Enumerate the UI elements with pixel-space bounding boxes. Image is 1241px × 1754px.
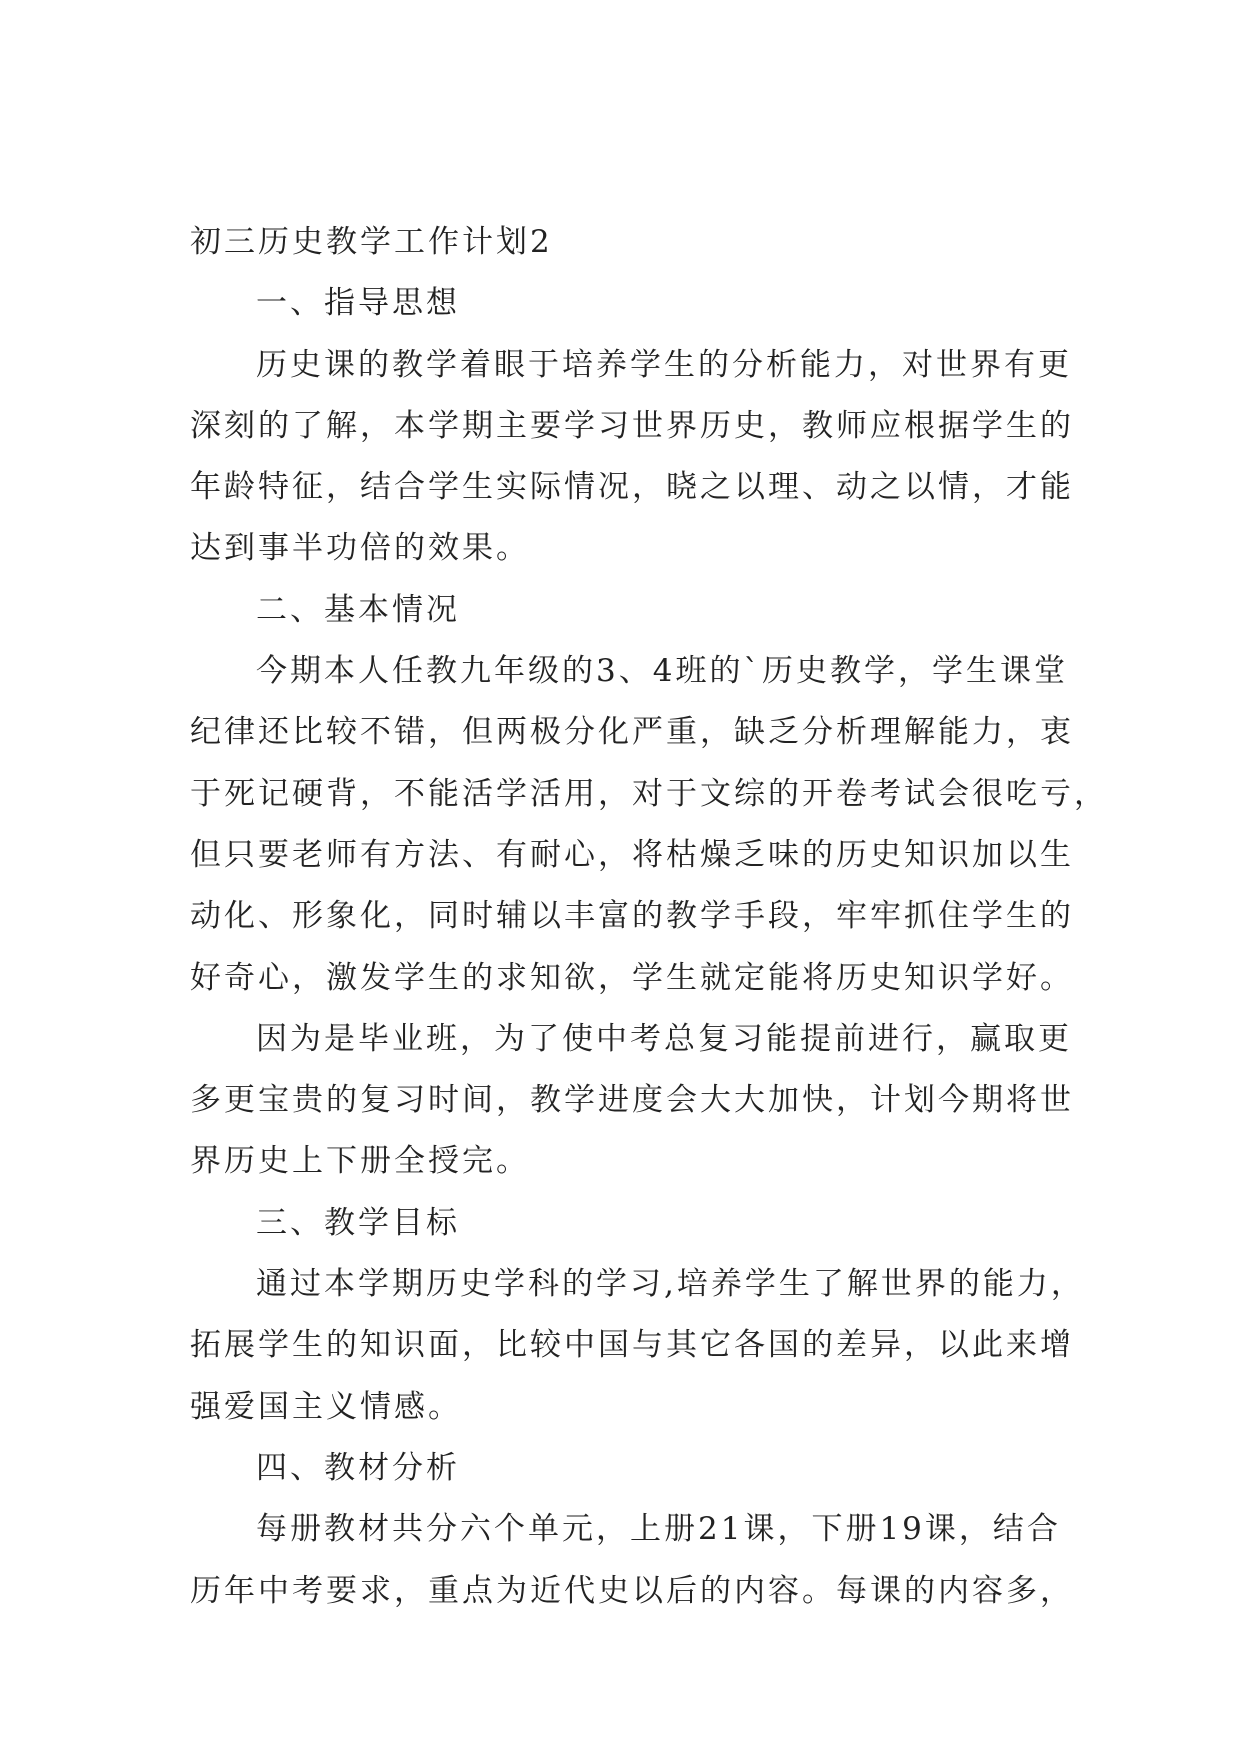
section-heading-textbook-analysis: 四、教材分析 xyxy=(256,1449,460,1486)
section-heading-guiding-ideology: 一、指导思想 xyxy=(256,285,460,322)
paragraph-line: 通过本学期历史学科的学习,培养学生了解世界的能力， xyxy=(256,1266,1085,1303)
paragraph-line: 因为是毕业班，为了使中考总复习能提前进行，赢取更 xyxy=(256,1020,1072,1057)
paragraph-line: 但只要老师有方法、有耐心，将枯燥乏味的历史知识加以生 xyxy=(190,836,1074,873)
document-body xyxy=(190,222,1108,1632)
section-heading-teaching-goals: 三、教学目标 xyxy=(256,1204,460,1241)
paragraph-line: 今期本人任教九年级的3、4班的`历史教学，学生课堂 xyxy=(256,653,1068,690)
paragraph-line: 纪律还比较不错，但两极分化严重，缺乏分析理解能力，衷 xyxy=(190,714,1074,751)
paragraph-line: 深刻的了解，本学期主要学习世界历史，教师应根据学生的 xyxy=(190,407,1074,444)
paragraph-line: 动化、形象化，同时辅以丰富的教学手段，牢牢抓住学生的 xyxy=(190,898,1074,935)
paragraph-line: 于死记硬背，不能活学活用，对于文综的开卷考试会很吃亏， xyxy=(190,775,1108,812)
paragraph-line: 历年中考要求，重点为近代史以后的内容。每课的内容多， xyxy=(190,1572,1074,1609)
document-title: 初三历史教学工作计划2 xyxy=(190,224,553,260)
paragraph-line: 强爱国主义情感。 xyxy=(190,1388,462,1425)
paragraph-line: 历史课的教学着眼于培养学生的分析能力，对世界有更 xyxy=(256,346,1072,383)
paragraph-line: 每册教材共分六个单元，上册21课，下册19课，结合 xyxy=(256,1511,1061,1548)
paragraph-line: 多更宝贵的复习时间，教学进度会大大加快，计划今期将世 xyxy=(190,1082,1074,1119)
paragraph-line: 拓展学生的知识面，比较中国与其它各国的差异，以此来增 xyxy=(190,1327,1074,1364)
section-heading-basic-situation: 二、基本情况 xyxy=(256,591,460,628)
paragraph-line: 好奇心，激发学生的求知欲，学生就定能将历史知识学好。 xyxy=(190,959,1074,996)
paragraph-line: 达到事半功倍的效果。 xyxy=(190,530,530,567)
paragraph-line: 年龄特征，结合学生实际情况，晓之以理、动之以情，才能 xyxy=(190,469,1074,506)
paragraph-line: 界历史上下册全授完。 xyxy=(190,1143,530,1180)
